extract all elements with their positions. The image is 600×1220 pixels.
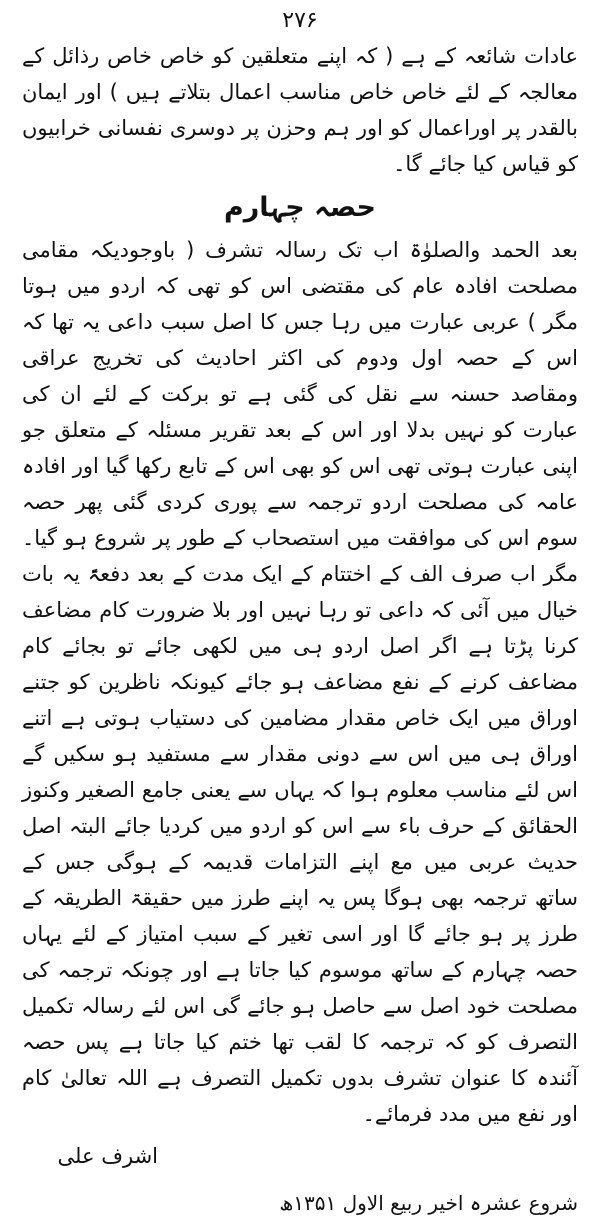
page-number: ۲۷۶: [282, 8, 318, 33]
signature: [22, 1138, 578, 1174]
intro-paragraph: عادات شائعہ کے ہے ( کہ اپنے متعلقین کو خاص خاص رذائل کے معالجہ کے لئے خاص خاص مناسب اعمال بتلاتے ہیں ) اور ایمان بالقدر پر اوراعمال کو اور ہم وحزن پر دوسری نفسانی خرابیوں کو قیاس کیا جائے گا۔: [22, 44, 578, 176]
signature-text: اشرف علی: [57, 1144, 158, 1168]
section-heading: حصہ چہارم: [223, 192, 377, 223]
main-paragraph: بعد الحمد والصلوٰۃ اب تک رسالہ تشرف ( باوجودیکہ مقامی مصلحت افادہ عام کی مقتضی اس کو تھی کہ اردو میں ہوتا مگر ) عربی عبارت میں رہا جس کا اصل سبب داعی یہ تھا کہ اس کے حصہ اول ودوم کی اکثر احادیث کی تخریج عراقی ومقاصد حسنہ سے نقل کی گئی ہے تو برکت کے لئے ان کی عبارت کو نہیں بدلا اور اس کے بعد تقریر مسئلہ کے متعلق جو اپنی عبارت ہوتی تھی اس کو بھی اس کے تابع رکھا گیا اور افادہ عامہ کی مصلحت اردو ترجمہ سے پوری کردی گئی پھر حصہ سوم اس کی موافقت میں استصحاب کے طور پر شروع ہو گیا۔ مگر اب صرف الف کے اختتام کے ایک مدت کے بعد دفعۃً یہ بات خیال میں آئی کہ داعی تو رہا نہیں اور بلا ضرورت کام مضاعف کرنا پڑتا ہے اگر اصل اردو ہی میں لکھی جائے تو بجائے کام مضاعف کرنے کے نفع مضاعف ہو جائے کیونکہ ناظرین کو جتنے اوراق میں ایک خاص مقدار مضامین کی دستیاب ہوتی ہے اتنے اوراق ہی میں اس سے دونی مقدار سے مستفید ہو سکیں گے اس لئے مناسب معلوم ہوا کہ یہاں سے یعنی جامع الصغیر وکنوز الحقائق کے حرف باء سے اس کو اردو میں کردیا جائے البتہ اصل حدیث عربی میں مع اپنے التزامات قدیمہ کے ہوگی جس کے ساتھ ترجمہ بھی ہوگا پس یہ اپنے طرز میں حقیقۃ الطریقہ کے طرز پر ہو جائے گا اور اسی تغیر کے سبب امتیاز کے لئے یہاں حصہ چہارم کے ساتھ موسوم کیا جاتا ہے اور چونکہ ترجمہ کی مصلحت خود اصل سے حاصل ہو جائے گی اس لئے رسالہ تکمیل التصرف کو کہ ترجمہ کا لقب تھا ختم کیا جاتا ہے پس حصہ آئندہ کا عنوان تشرف بدوں تکمیل التصرف ہے اللہ تعالیٰ کام اور نفع میں مدد فرمائے۔: [22, 238, 578, 1126]
date-line: شروع عشرہ اخیر ربیع الاول ۱۳۵۱ھ: [279, 1191, 578, 1215]
